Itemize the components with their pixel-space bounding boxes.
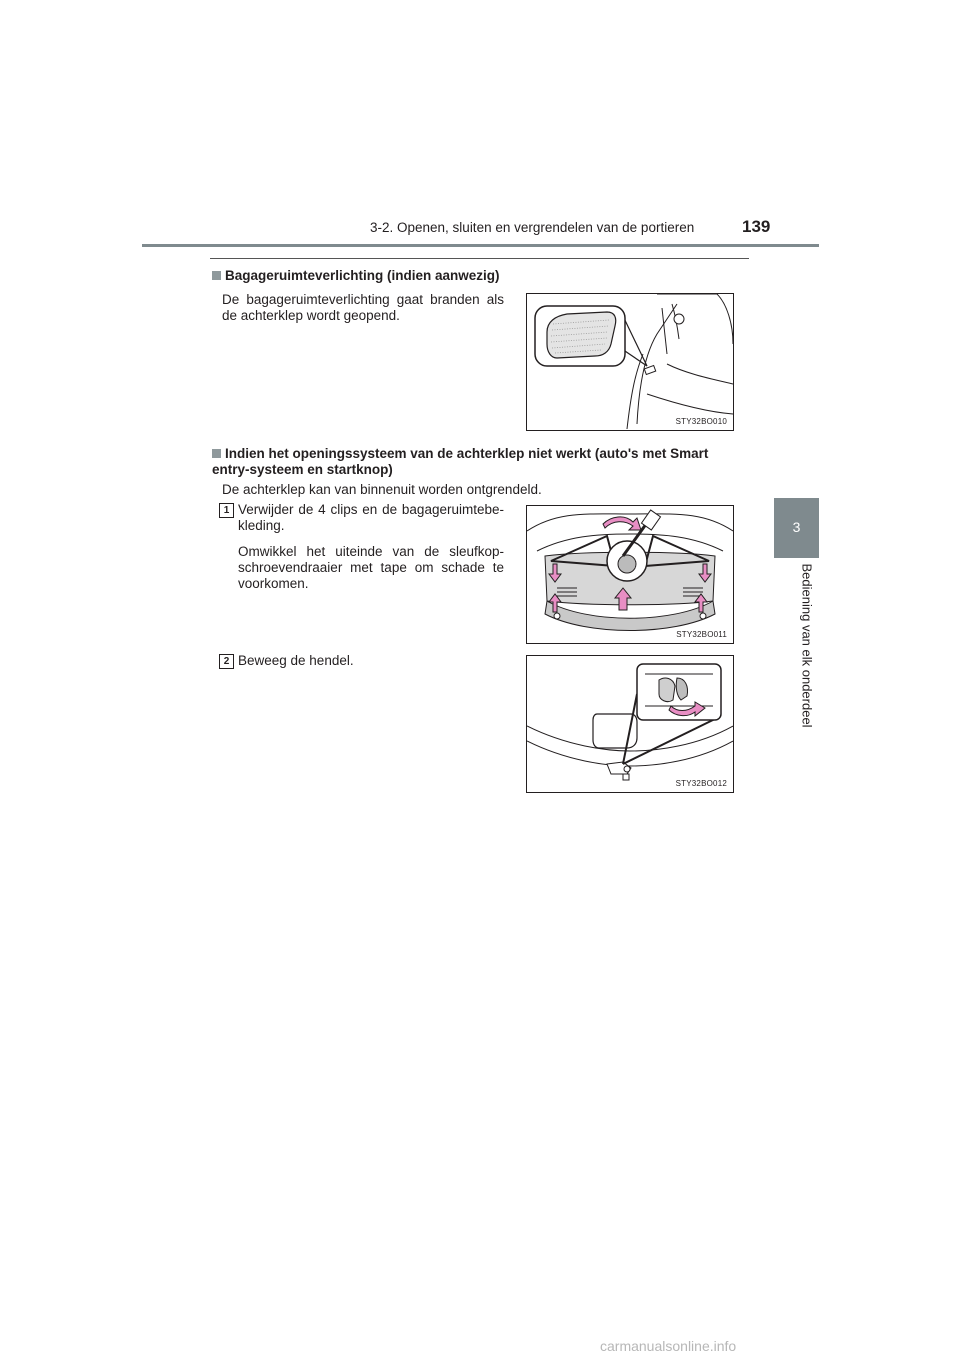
figure-code: STY32BO010 [675,417,727,426]
section-heading-emergency-release [212,446,732,478]
header-title: 3-2. Openen, sluiten en vergrendelen van de portieren [370,220,695,235]
step-2-text: Beweeg de hendel. [238,653,354,668]
section-text-luggage-light: De bagageruimteverlichting gaat branden als de achterklep wordt geopend. [222,292,504,323]
figure-code: STY32BO011 [676,630,727,639]
figure-release-lever [526,655,734,793]
section-heading-luggage-light [212,268,732,284]
section-intro: De achterklep kan van binnenuit worden ontgrendeld. [222,482,542,497]
section-rule [210,258,749,259]
figure-trim-removal [526,505,734,644]
watermark: carmanualsonline.info [600,1338,737,1354]
chapter-side-label [790,563,815,735]
step-number-badge: 2 [219,654,234,669]
step-1-note: Omwikkel het uiteinde van de sleufkop-schroevendraaier met tape om schade te voorkomen. [238,544,504,591]
chapter-label-text: Bediening van elk onderdeel [799,563,815,728]
header-rule [142,244,819,247]
step-number-badge: 1 [219,503,234,518]
square-bullet-icon [212,271,221,280]
luggage-light-illustration [527,294,733,430]
step-1-text: Verwijder de 4 clips en de bagageruimtebe-kleding. [238,502,504,533]
trim-removal-illustration [527,506,733,643]
release-lever-illustration [527,656,733,792]
section-heading-text: Bagageruimteverlichting (indien aanwezig) [225,268,500,283]
figure-luggage-light [526,293,734,431]
chapter-tab[interactable]: 3 [774,498,819,558]
square-bullet-icon [212,449,221,458]
figure-code: STY32BO012 [675,779,727,788]
section-heading-text: Indien het openingssysteem van de achterklep niet werkt (auto's met Smart entry-systeem en startknop) [212,446,709,477]
page-number: 139 [742,217,771,236]
